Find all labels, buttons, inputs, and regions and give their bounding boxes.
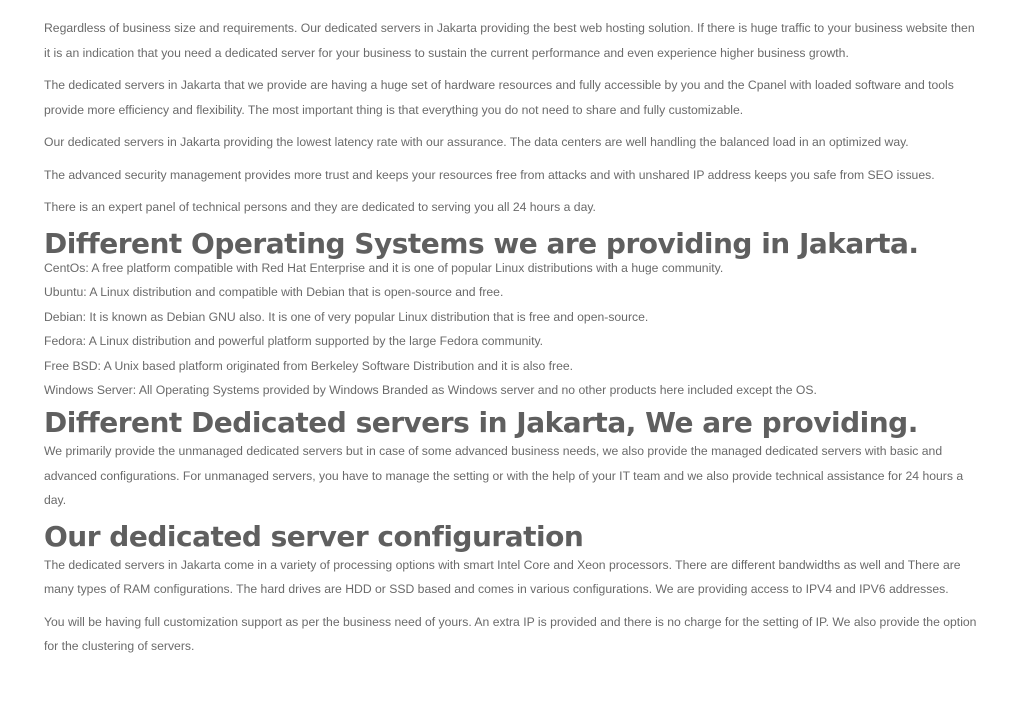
os-list xyxy=(44,260,984,399)
os-section-heading: Different Operating Systems we are providing in Jakarta. xyxy=(44,226,919,260)
os-item-centos: CentOs: A free platform compatible with Red Hat Enterprise and it is one of popular Linux distributions with a huge community. xyxy=(44,260,724,275)
config-section-heading: Our dedicated server configuration xyxy=(44,519,584,553)
dedicated-paragraph: We primarily provide the unmanaged dedicated servers but in case of some advanced business needs, we also provide the managed dedicated servers with basic and advanced configurations. For unmanaged servers, you have to manage the setting or with the help of your IT team and we also provide technical assistance for 24 hours a day. xyxy=(44,444,964,508)
os-item-fedora: Fedora: A Linux distribution and powerful platform supported by the large Fedora community. xyxy=(44,334,544,349)
os-item-ubuntu: Ubuntu: A Linux distribution and compatible with Debian that is open-source and free. xyxy=(44,285,504,300)
article-content xyxy=(44,16,984,667)
intro-paragraph-1: Regardless of business size and requirements. Our dedicated servers in Jakarta providing the best web hosting solution. If there is huge traffic to your business website then it is an indication that you need a dedicated server for your business to sustain the current performance and even experience higher business growth. xyxy=(44,21,975,60)
intro-paragraph-5: There is an expert panel of technical persons and they are dedicated to serving you all 24 hours a day. xyxy=(44,200,596,214)
dedicated-section-heading: Different Dedicated servers in Jakarta, We are providing. xyxy=(44,406,918,440)
intro-paragraph-2: The dedicated servers in Jakarta that we provide are having a huge set of hardware resources and fully accessible by you and the Cpanel with loaded software and tools provide more efficiency and flexibility. The most important thing is that everything you do not need to share and fully customizable. xyxy=(44,78,954,117)
os-item-freebsd: Free BSD: A Unix based platform originated from Berkeley Software Distribution and it is also free. xyxy=(44,358,574,373)
os-item-windows-server: Windows Server: All Operating Systems provided by Windows Branded as Windows server and no other products here included except the OS. xyxy=(44,383,817,398)
config-paragraph-2: You will be having full customization support as per the business need of yours. An extra IP is provided and there is no charge for the setting of IP. We also provide the option for the clustering of servers. xyxy=(44,614,977,654)
intro-paragraph-4: The advanced security management provides more trust and keeps your resources free from attacks and with unshared IP address keeps you safe from SEO issues. xyxy=(44,167,935,182)
config-paragraph-1: The dedicated servers in Jakarta come in a variety of processing options with smart Intel Core and Xeon processors. There are different bandwidths as well and There are many types of RAM configurations. The hard drives are HDD or SSD based and comes in various configurations. We are providing access to IPV4 and IPV6 addresses. xyxy=(44,557,961,597)
os-item-debian: Debian: It is known as Debian GNU also. It is one of very popular Linux distribution that is free and open-source. xyxy=(44,309,649,324)
intro-paragraph-3: Our dedicated servers in Jakarta providing the lowest latency rate with our assurance. The data centers are well handling the balanced load in an optimized way. xyxy=(44,135,909,149)
